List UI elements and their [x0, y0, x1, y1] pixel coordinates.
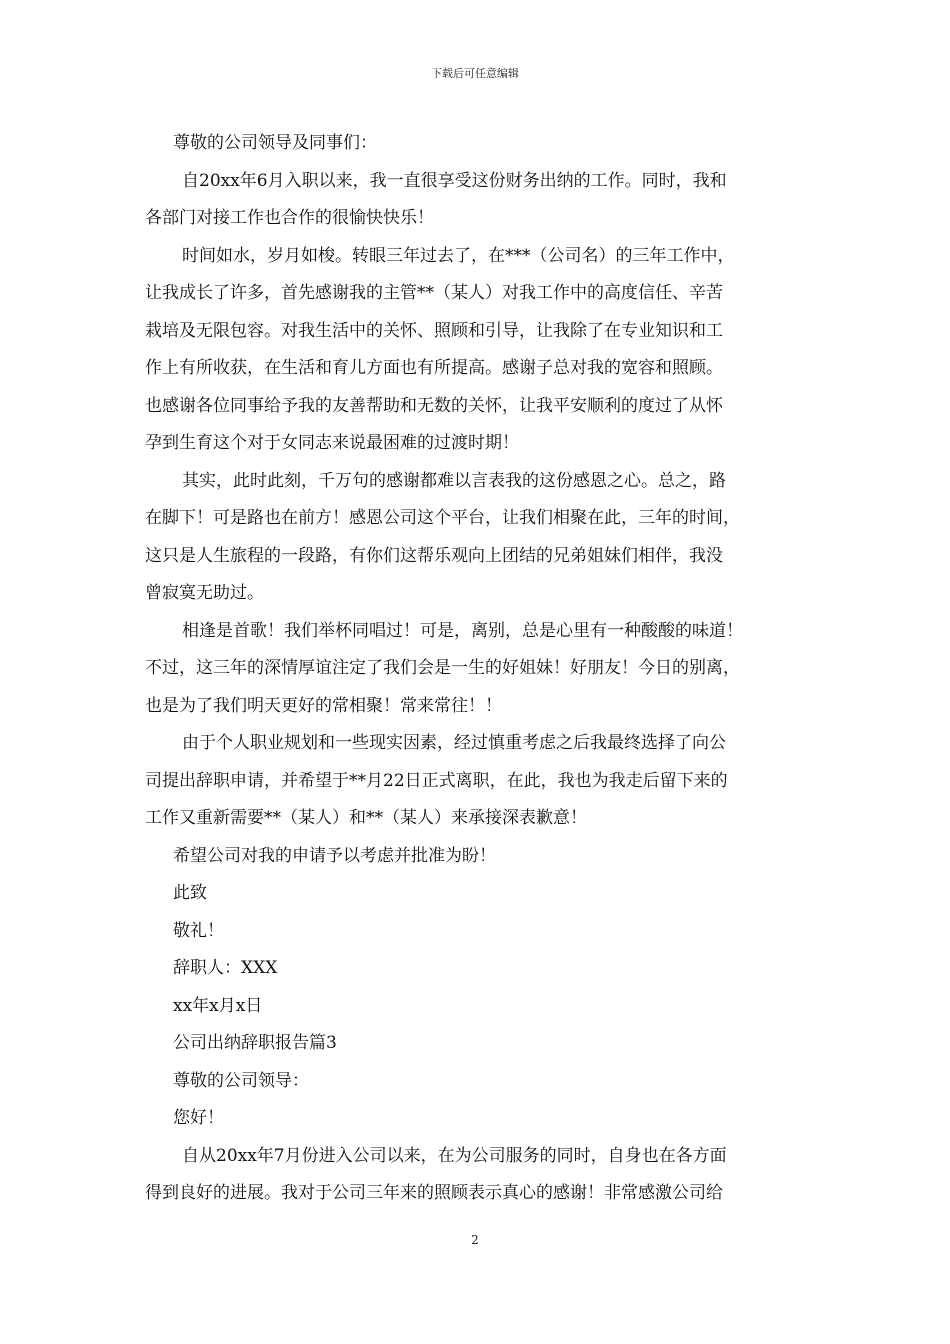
paragraph-line: 希望公司对我的申请予以考虑并批准为盼！	[173, 845, 496, 866]
paragraph-line: 不过，这三年的深情厚谊注定了我们会是一生的好姐妹！好朋友！今日的别离，	[145, 658, 740, 678]
paragraph-line: 这只是人生旅程的一段路，有你们这帮乐观向上团结的兄弟姐妹们相伴，我没	[145, 545, 723, 566]
greeting: 您好！	[173, 1108, 224, 1128]
page-header: 下载后可任意编辑	[431, 67, 519, 80]
salutation: 尊敬的公司领导及同事们：	[173, 133, 377, 153]
paragraph-line: 让我成长了许多，首先感谢我的主管**（某人）对我工作中的高度信任、辛苦	[145, 283, 723, 303]
paragraph-line: 相逢是首歌！我们举杯同唱过！可是，离别，总是心里有一种酸酸的味道！	[182, 620, 743, 641]
paragraph-line: 自20xx年6月入职以来，我一直很享受这份财务出纳的工作。同时，我和	[182, 170, 727, 191]
section-title: 公司出纳辞职报告篇3	[173, 1033, 337, 1053]
paragraph-line: 曾寂寞无助过。	[145, 583, 264, 603]
paragraph-line: 其实，此时此刻，千万句的感谢都难以言表我的这份感恩之心。总之，路	[182, 470, 726, 491]
page-number: 2	[471, 1233, 479, 1247]
paragraph-line: 栽培及无限包容。对我生活中的关怀、照顾和引导，让我除了在专业知识和工	[145, 320, 723, 341]
paragraph-line: 也是为了我们明天更好的常相聚！常来常往！！	[145, 695, 502, 716]
paragraph-line: 自从20xx年7月份进入公司以来，在为公司服务的同时，自身也在各方面	[182, 1145, 727, 1166]
paragraph-line: 工作又重新需要**（某人）和**（某人）来承接深表歉意！	[145, 808, 587, 828]
paragraph-line: 由于个人职业规划和一些现实因素，经过慎重考虑之后我最终选择了向公	[182, 733, 726, 753]
paragraph-line: 在脚下！可是路也在前方！感恩公司这个平台，让我们相聚在此，三年的时间，	[145, 508, 740, 528]
paragraph-line: 孕到生育这个对于女同志来说最困难的过渡时期！	[145, 433, 519, 453]
salutation: 尊敬的公司领导：	[173, 1070, 309, 1091]
document-body	[145, 125, 810, 1213]
paragraph-line: 各部门对接工作也合作的很愉快快乐！	[145, 208, 434, 228]
paragraph-line: 时间如水，岁月如梭。转眼三年过去了，在***（公司名）的三年工作中，	[182, 245, 735, 266]
paragraph-line: 作上有所收获，在生活和育儿方面也有所提高。感谢子总对我的宽容和照顾。	[145, 358, 723, 378]
paragraph-line: 司提出辞职申请，并希望于**月22日正式离职，在此，我也为我走后留下来的	[145, 770, 728, 791]
signature-line: 辞职人：XXX	[173, 958, 278, 978]
closing-line: 敬礼！	[173, 920, 224, 941]
paragraph-line: 也感谢各位同事给予我的友善帮助和无数的关怀，让我平安顺利的度过了从怀	[145, 395, 723, 416]
paragraph-line: 得到良好的进展。我对于公司三年来的照顾表示真心的感谢！非常感激公司给	[145, 1183, 723, 1203]
date-line: xx年x月x日	[173, 995, 263, 1016]
closing-line: 此致	[173, 883, 207, 903]
